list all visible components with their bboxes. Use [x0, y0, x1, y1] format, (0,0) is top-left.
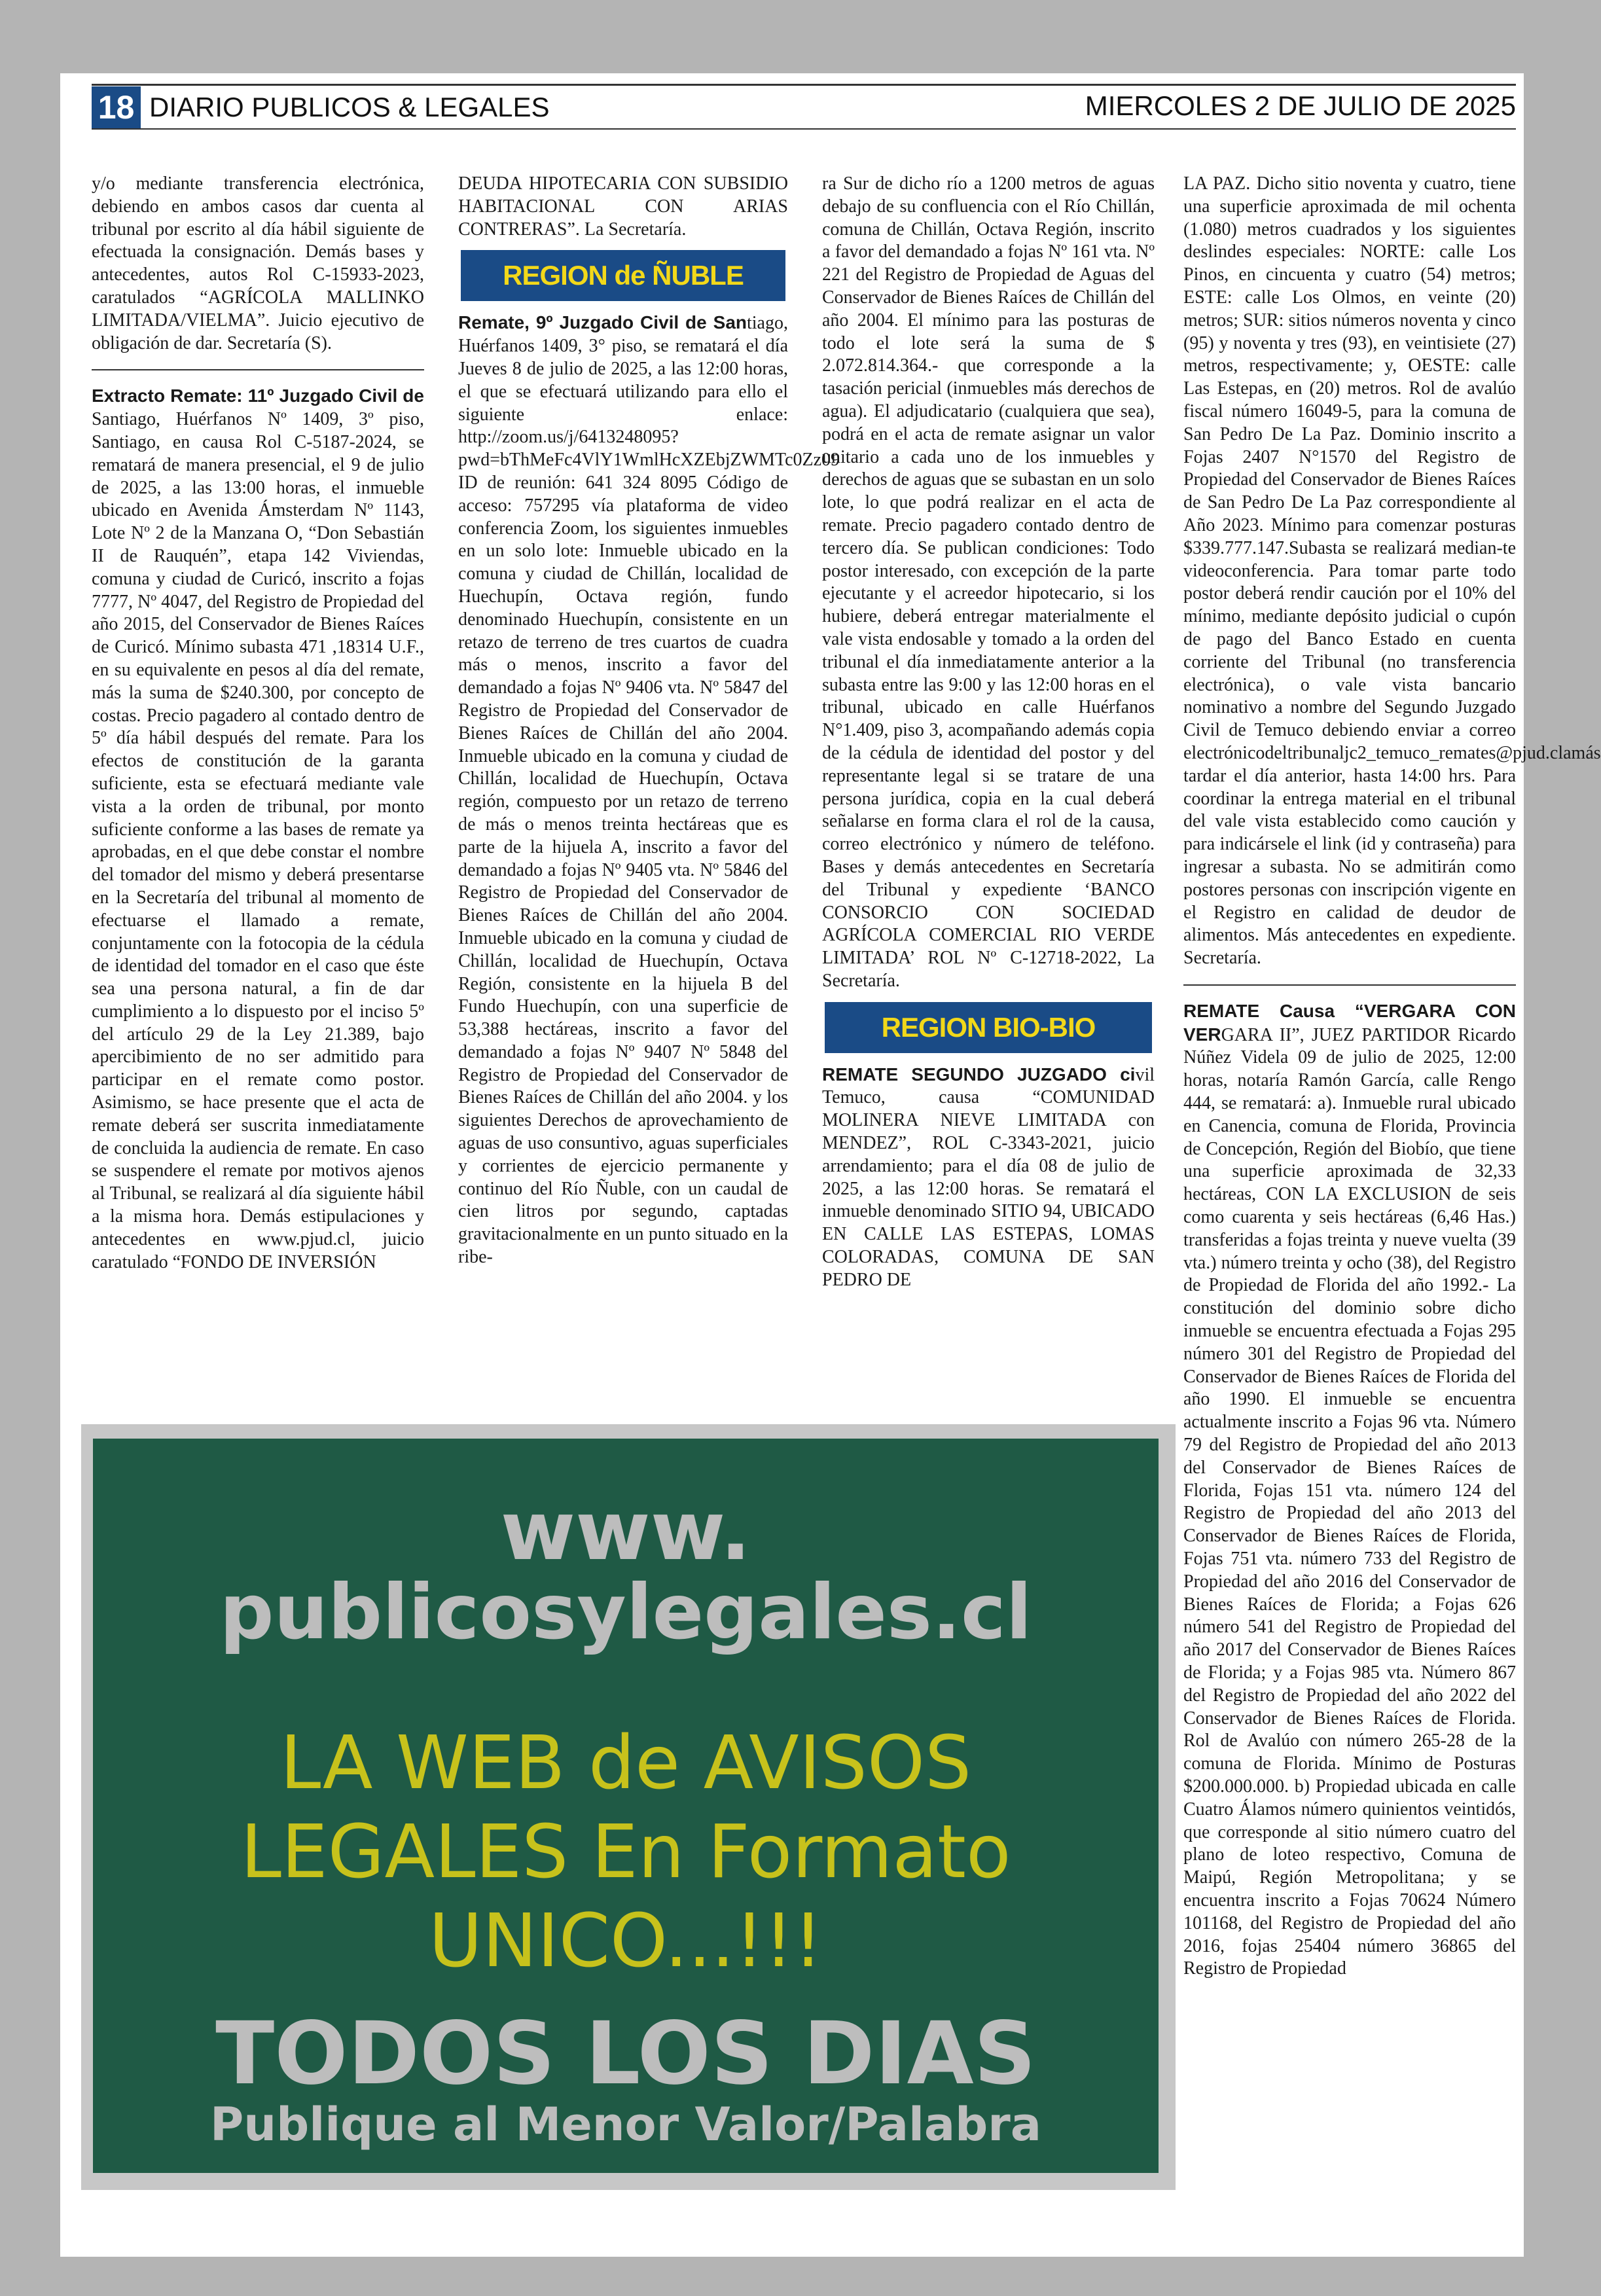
- ad-publique: Publique al Menor Valor/Palabra: [209, 2098, 1042, 2151]
- notice-body: Santiago, Huérfanos Nº 1409, 3º piso, Santiago, en causa Rol C-5187-2024, se rematará de manera presencial, el 9 de julio de 2025, a las 13:00 horas, el inmueble ubicado en Avenida Ámsterdam Nº 1143, Lote Nº 2 de la Manzana O, “Don Sebastián II de Rauquén”, etapa 142 Viviendas, comuna y ciudad de Curicó, inscrito a fojas 7777, Nº 4047, del Registro de Propiedad del año 2015, del Conservador de Bienes Raíces de Curicó. Mínimo subasta 471 ,18314 U.F., en su equivalente en pesos al día del remate, más la suma de $240.300, por concepto de costas. Precio pagadero al contado dentro de 5º día hábil después del remate. Para los efectos de constitución de la garanta suficiente, esta se efectuará mediante vale vista a la orden de tribunal, por monto suficiente conforme a las bases de remate ya aprobadas, en el que debe constar el nombre del tomador del mismo y deberá presentarse en la Secretaría del tribunal al momento de efectuarse el llamado a remate, conjuntamente con la fotocopia de la cédula de identidad del tomador en el caso que éste sea una persona natural, a fin de dar cumplimiento a lo dispuesto por el inciso 5º del artículo 29 de la Ley 21.389, bajo apercibimiento de no ser admitido para participar en el remate como postor. Asimismo, se hace presente que el acta de remate deberá ser suscrita inmediatamente de concluida la audiencia de remate. En caso se suspendere el remate por motivos ajenos al Tribunal, se realizará al día siguiente hábil a la misma hora. Demás estipulaciones y antecedentes en www.pjud.cl, juicio caratulado “FONDO DE INVERSIÓN: [92, 409, 424, 1272]
- column-3: [822, 173, 1155, 1403]
- notice-lead: Extracto Remate: 11º Juzgado Civil de: [92, 386, 424, 406]
- page-number: 18: [92, 86, 141, 128]
- notice-lead: REMATE SEGUNDO JUZGADO ci: [822, 1064, 1136, 1085]
- notice-paragraph: y/o mediante transferencia electrónica, debiendo en ambos casos dar cuenta al tribunal por escrito al día hábil siguiente de efectuada la consignación. Demás bases y antecedentes, autos Rol C-15933-2023, caratulados “AGRÍCOLA MALLINKO LIMITADA/VIELMA”. Juicio ejecutivo de obligación de dar. Secretaría (S).: [92, 173, 424, 353]
- advertisement: [81, 1424, 1176, 2190]
- ad-tagline-2: LEGALES En Formato: [240, 1810, 1011, 1895]
- publication-date: MIERCOLES 2 DE JULIO DE 2025: [1085, 90, 1516, 121]
- column-4: [1183, 173, 1601, 2143]
- notice-divider: [1183, 984, 1516, 986]
- notice-body: vil Temuco, causa “COMUNIDAD MOLINERA NIEVE LIMITADA con MENDEZ”, ROL C-3343-2021, juicio arrendamiento; para el día 08 de julio de 2025, a las 12:00 horas. Se rematará el inmueble denominado SITIO 94, UBICADO EN CALLE LAS ESTEPAS, LOMAS COLORADAS, COMUNA DE SAN PEDRO DE: [822, 1064, 1155, 1290]
- notice-paragraph: [92, 385, 424, 1274]
- ad-url-line-2: publicosylegales.cl: [219, 1568, 1032, 1657]
- notice-paragraph: DEUDA HIPOTECARIA CON SUBSIDIO HABITACIONAL CON ARIAS CONTRERAS”. La Secretaría.: [458, 173, 788, 240]
- notice-lead: Remate, 9º Juzgado Civil de San: [458, 312, 747, 333]
- notice-paragraph: ra Sur de dicho río a 1200 metros de aguas debajo de su confluencia con el Río Chillán, comuna de Chillán, Octava Región, inscrito a favor del demandado a fojas Nº 161 vta. Nº 221 del Registro de Propiedad de Aguas del Conservador de Bienes Raíces de Chillán del año 2004. El mínimo para las posturas de todo el lote será la suma de $ 2.072.814.364.- que corresponde a la tasación pericial (inmuebles más derechos de agua). El adjudicatario (cualquiera que sea), podrá en el acta de remate asignar un valor unitario a cada uno de los inmuebles y derechos de aguas que se subastan en un solo lote, lo que podrá realizar en el acta de remate. Precio pagadero contado dentro de tercero día. Se publican condiciones: Todo postor interesado, con excepción de la parte ejecutante y el acreedor hipotecario, si los hubiere, deberá entregar materialmente el vale vista endosable y tomado a la orden del tribunal el día inmediatamente anterior a la subasta entre las 9:00 y las 12:00 horas en el tribunal, ubicado en calle Huérfanos N°1.409, piso 3, acompañando además copia de la cédula de identidad del postor y del representante legal si se tratare de una persona jurídica, copia en la cual deberá señalarse en forma clara el rol de la causa, correo electrónico y número de teléfono. Bases y demás antecedentes en Secretaría del Tribunal y expediente ‘BANCO CONSORCIO CON SOCIEDAD AGRÍCOLA COMERCIAL RIO VERDE LIMITADA’ ROL Nº C-12718-2022, La Secretaría.: [822, 173, 1155, 991]
- page-header: [92, 84, 1516, 130]
- column-2: [458, 173, 840, 1403]
- notice-lead: REMATE Causa “VERGARA CON VER: [1183, 1000, 1516, 1045]
- notice-body: GARA II”, JUEZ PARTIDOR Ricardo Núñez Videla 09 de julio de 2025, 12:00 horas, notaría Ramón García, calle Rengo 444, se rematará: a). Inmueble rural ubicado en Canencia, comuna de Florida, Provincia de Concepción, Región del Biobío, que tiene una superficie aproximada de 32,33 hectáreas, CON LA EXCLUSION de seis como cuarenta y seis hectáreas (6,46 Has.) transferidas a fojas treinta y nueve vuelta (39 vta.) número treinta y ocho (38), del Registro de Propiedad de Florida del año 1992.- La constitución del dominio sobre dicho inmueble se encuentra efectuada a Fojas 295 número 301 del Registro de Propiedad del Conservador de Bienes Raíces de Florida del año 1990. El inmueble se encuentra actualmente inscrito a Fojas 96 vta. Número 79 del Registro de Propiedad del año 2013 del Conservador de Bienes Raíces de Florida, Fojas 151 vta. número 124 del Registro de Propiedad del año 2013 del Conservador de Bienes Raíces de Florida, Fojas 751 vta. número 733 del Registro de Propiedad del año 2016 del Conservador de Bienes Raíces de Florida; a Fojas 626 número 541 del Registro de Propiedad del año 2017 del Conservador de Bienes Raíces de Florida; y a Fojas 985 vta. Número 867 del Registro de Propiedad del año 2022 del Conservador de Bienes Raíces de Florida. Rol de Avalúo con número 265-28 de la comuna de Florida. Mínimo de Posturas $200.000.000. b) Propiedad ubicada en calle Cuatro Álamos número quinientos veintidós, que corresponde al sitio número cuatro del plano de loteo respectivo, Comuna de Maipú, Región Metropolitana; y se encuentra inscrito a Fojas 70624 Número 101168, del Registro de Propiedad del año 2016, fojas 25404 número 36865 del Registro de Propiedad: [1183, 1024, 1516, 1979]
- notice-paragraph: [822, 1064, 1155, 1292]
- notice-body: tiago, Huérfanos 1409, 3° piso, se rematará el día Jueves 8 de julio de 2025, a las 12:00 horas, el que se efectuará utilizando para ello el siguiente enlace: http://zoom.us/j/6413248095?pwd=bThMeFc4VlY1WmlHcXZEbjZWMTc0Zz09 ID de reunión: 641 324 8095 Código de acceso: 757295 vía plataforma de video conferencia Zoom, los siguientes inmuebles en un solo lote: Inmueble ubicado en la comuna y ciudad de Chillán, localidad de Huechupín, Octava región, fundo denominado Huechupín, consistente en un retazo de terreno de tres cuartos de cuadra más o menos, inscrito a favor del demandado a fojas Nº 9406 vta. Nº 5847 del Registro de Propiedad del Conservador de Bienes Raíces de Chillán del año 2004. Inmueble ubicado en la comuna y ciudad de Chillán, localidad de Huechupín, Octava región, compuesto por un retazo de terreno de más o menos treinta hectáreas que es parte de la hijuela A, inscrito a favor del demandado a fojas Nº 9405 vta. Nº 5846 del Registro de Propiedad del Conservador de Bienes Raíces de Chillán del año 2004. Inmueble ubicado en la comuna y ciudad de Chillán, localidad de Huechupín, Octava Región, consistente en la hijuela B del Fundo Huechupín, con una superficie de 53,388 hectáreas, inscrito a favor del demandado a fojas Nº 9407 Nº 5848 del Registro de Propiedad del Conservador de Bienes Raíces de Chillán del año 2004. y los siguientes Derechos de aprovechamiento de aguas de uso consuntivo, aguas superficiales y corrientes de ejercicio permanente y continuo del Río Ñuble, con un caudal de cien litros por segundo, captadas gravitacionalmente en un punto situado en la ribe-: [458, 313, 840, 1268]
- publication-name: DIARIO PUBLICOS & LEGALES: [149, 92, 550, 122]
- region-banner-nuble: REGION de ÑUBLE: [461, 250, 785, 301]
- advertisement-panel: [93, 1439, 1159, 2173]
- header-rule-bottom: [92, 128, 1516, 130]
- notice-divider: [92, 369, 424, 370]
- notice-paragraph: [458, 312, 840, 1268]
- notice-paragraph: [1183, 1000, 1516, 1981]
- ad-tagline-3: UNICO...!!!: [428, 1899, 823, 1984]
- notice-paragraph: LA PAZ. Dicho sitio noventa y cuatro, tiene una superficie aproximada de mil ochenta (1.080) metros cuadrados y los siguientes deslindes especiales: NORTE: calle Los Pinos, en cincuenta y cuatro (54) metros; ESTE: calle Los Olmos, en veinte (20) metros; SUR: sitios números noventa y cinco (95) y noventa y tres (93), en veintisiete (27) metros, respectivamente; y, OESTE: calle Las Estepas, en (20) metros. Rol de avalúo fiscal número 16049-5, para la comuna de San Pedro De La Paz. Dominio inscrito a Fojas 2407 N°1570 del Registro de Propiedad del Conservador de Bienes Raíces de San Pedro De La Paz correspondiente al Año 2023. Mínimo para comenzar posturas $339.777.147.Subasta se realizará median-te videoconferencia. Para tomar parte todo postor deberá rendir caución por el 10% del mínimo, mediante depósito judicial o cupón de pago del Banco Estado en cuenta corriente del Tribunal (no transferencia electrónica), o vale vista bancario nominativo a nombre del Segundo Juzgado Civil de Temuco debiendo enviar a correo electrónicodeltribunaljc2_temuco_remates@pjud.clamás tardar el día anterior, hasta 14:00 hrs. Para coordinar la entrega material en el tribunal del vale vista establecido como caución y para indicársele el link (id y contraseña) para ingresar a subasta. No se admitirán como postores personas con inscripción vigente en el Registro en calidad de deudor de alimentos. Más antecedentes en expediente. Secretaría.: [1183, 173, 1601, 969]
- ad-tagline-1: LA WEB de AVISOS: [279, 1721, 972, 1806]
- ad-todos-los-dias: TODOS LOS DIAS: [215, 2003, 1036, 2104]
- ad-url-line-1: www.: [500, 1484, 751, 1579]
- column-1: [92, 173, 424, 1403]
- region-banner-biobio: REGION BIO-BIO: [825, 1002, 1152, 1053]
